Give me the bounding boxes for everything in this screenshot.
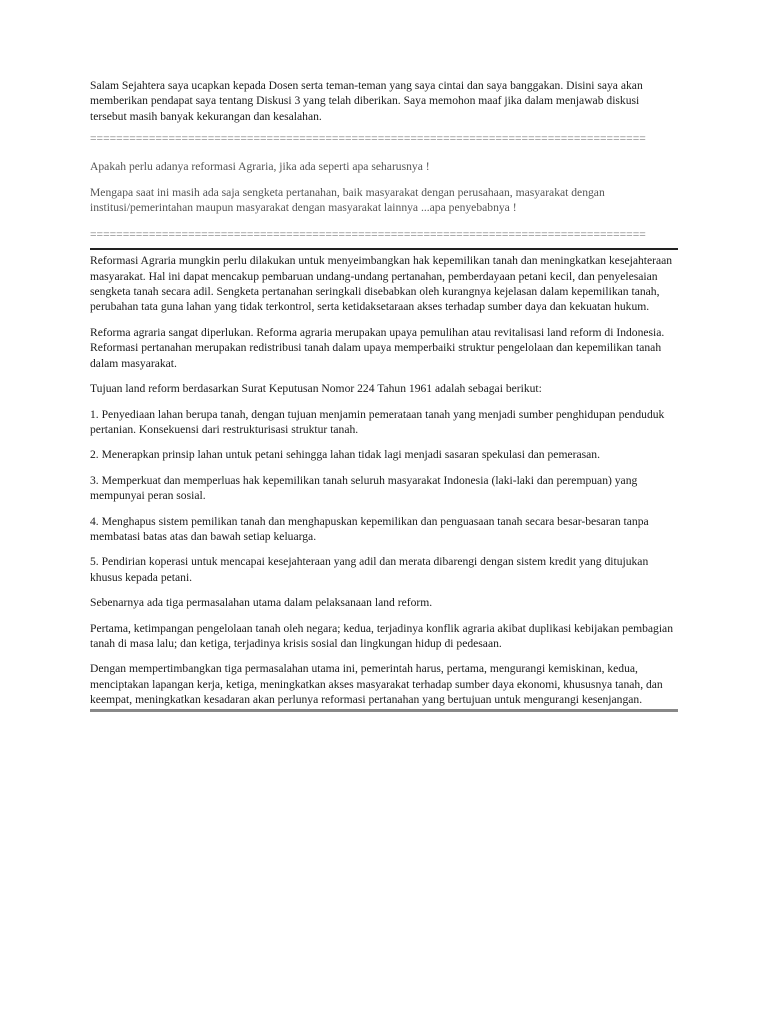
answer-paragraph: Dengan mempertimbangkan tiga permasalahan utama ini, pemerintah harus, pertama, mengurangi kemiskinan, kedua, menciptakan lapangan kerja, ketiga, meningkatkan akses masyarakat terhadap sumber daya ekonomi, khususnya tanah, dan keempat, meningkatkan kesadaran akan perlunya reformasi pertanahan yang bertujuan untuk mengurangi kesenjangan. xyxy=(90,662,663,707)
list-item: 3. Memperkuat dan memperluas hak kepemilikan tanah seluruh masyarakat Indonesia (laki-laki dan perempuan) yang mempunyai peran sosial. xyxy=(90,473,638,503)
separator-line: ===================================================================================== xyxy=(90,132,646,146)
list-item: 5. Pendirian koperasi untuk mencapai kesejahteraan yang adil dan merata dibarengi dengan sistem kredit yang ditujukan khusus kepada petani. xyxy=(90,555,649,584)
intro-paragraph: Salam Sejahtera saya ucapkan kepada Dosen serta teman-teman yang saya cintai dan saya banggakan. Disini saya akan memberikan pendapat saya tentang Diskusi 3 yang telah diberikan. Saya memohon maaf jika dalam menjawab diskusi tersebut masih banyak kekurangan dan kesalahan. xyxy=(90,79,643,123)
answer-paragraph: Reforma agraria sangat diperlukan. Reforma agraria merupakan upaya pemulihan atau revitalisasi land reform di Indonesia. Reformasi pertanahan merupakan redistribusi tanah dalam upaya memperbaiki struktur pengelolaan dan kepemilikan tanah dalam masyarakat. xyxy=(90,325,665,370)
answer-section xyxy=(90,248,678,711)
document-page xyxy=(90,78,678,712)
answer-paragraph: Sebenarnya ada tiga permasalahan utama dalam pelaksanaan land reform. xyxy=(90,596,433,610)
separator-line: ===================================================================================== xyxy=(90,227,646,241)
list-item: 1. Penyediaan lahan berupa tanah, dengan tujuan menjamin pemerataan tanah yang menjadi sumber penghidupan penduduk pertanian. Konsekuensi dari restrukturisasi struktur tanah. xyxy=(90,407,665,436)
list-item: 4. Menghapus sistem pemilikan tanah dan menghapuskan kepemilikan dan penguasaan tanah secara besar-besaran tanpa membatasi batas atas dan bawah setiap keluarga. xyxy=(90,514,649,543)
answer-paragraph: Tujuan land reform berdasarkan Surat Keputusan Nomor 224 Tahun 1961 adalah sebagai berikut: xyxy=(90,382,542,396)
question-2: Mengapa saat ini masih ada saja sengketa pertanahan, baik masyarakat dengan perusahaan, masyarakat dengan institusi/pemerintahan maupun masyarakat dengan masyarakat lainnya ...apa penyebabnya ! xyxy=(90,186,605,215)
answer-paragraph: Pertama, ketimpangan pengelolaan tanah oleh negara; kedua, terjadinya konflik agraria akibat duplikasi kebijakan pembagian tanah di masa lalu; dan ketiga, terjadinya krisis sosial dan lingkungan hidup di pedesaan. xyxy=(90,621,674,650)
list-item: 2. Menerapkan prinsip lahan untuk petani sehingga lahan tidak lagi menjadi sasaran spekulasi dan pemerasan. xyxy=(90,448,600,462)
question-1: Apakah perlu adanya reformasi Agraria, jika ada seperti apa seharusnya ! xyxy=(90,159,430,173)
answer-paragraph: Reformasi Agraria mungkin perlu dilakukan untuk menyeimbangkan hak kepemilikan tanah dan meningkatkan kesejahteraan masyarakat. Hal ini dapat mencakup pembaruan undang-undang pertanahan, pemberdayaan petani kecil, dan penyelesaian sengketa tanah secara adil. Sengketa pertanahan seringkali disebabkan oleh kurangnya kejelasan dalam kepemilikan tanah, perubahan tata guna lahan yang tidak terkontrol, serta ketidaksetaraan akses terhadap sumber daya dan kekuatan hukum. xyxy=(90,254,673,314)
